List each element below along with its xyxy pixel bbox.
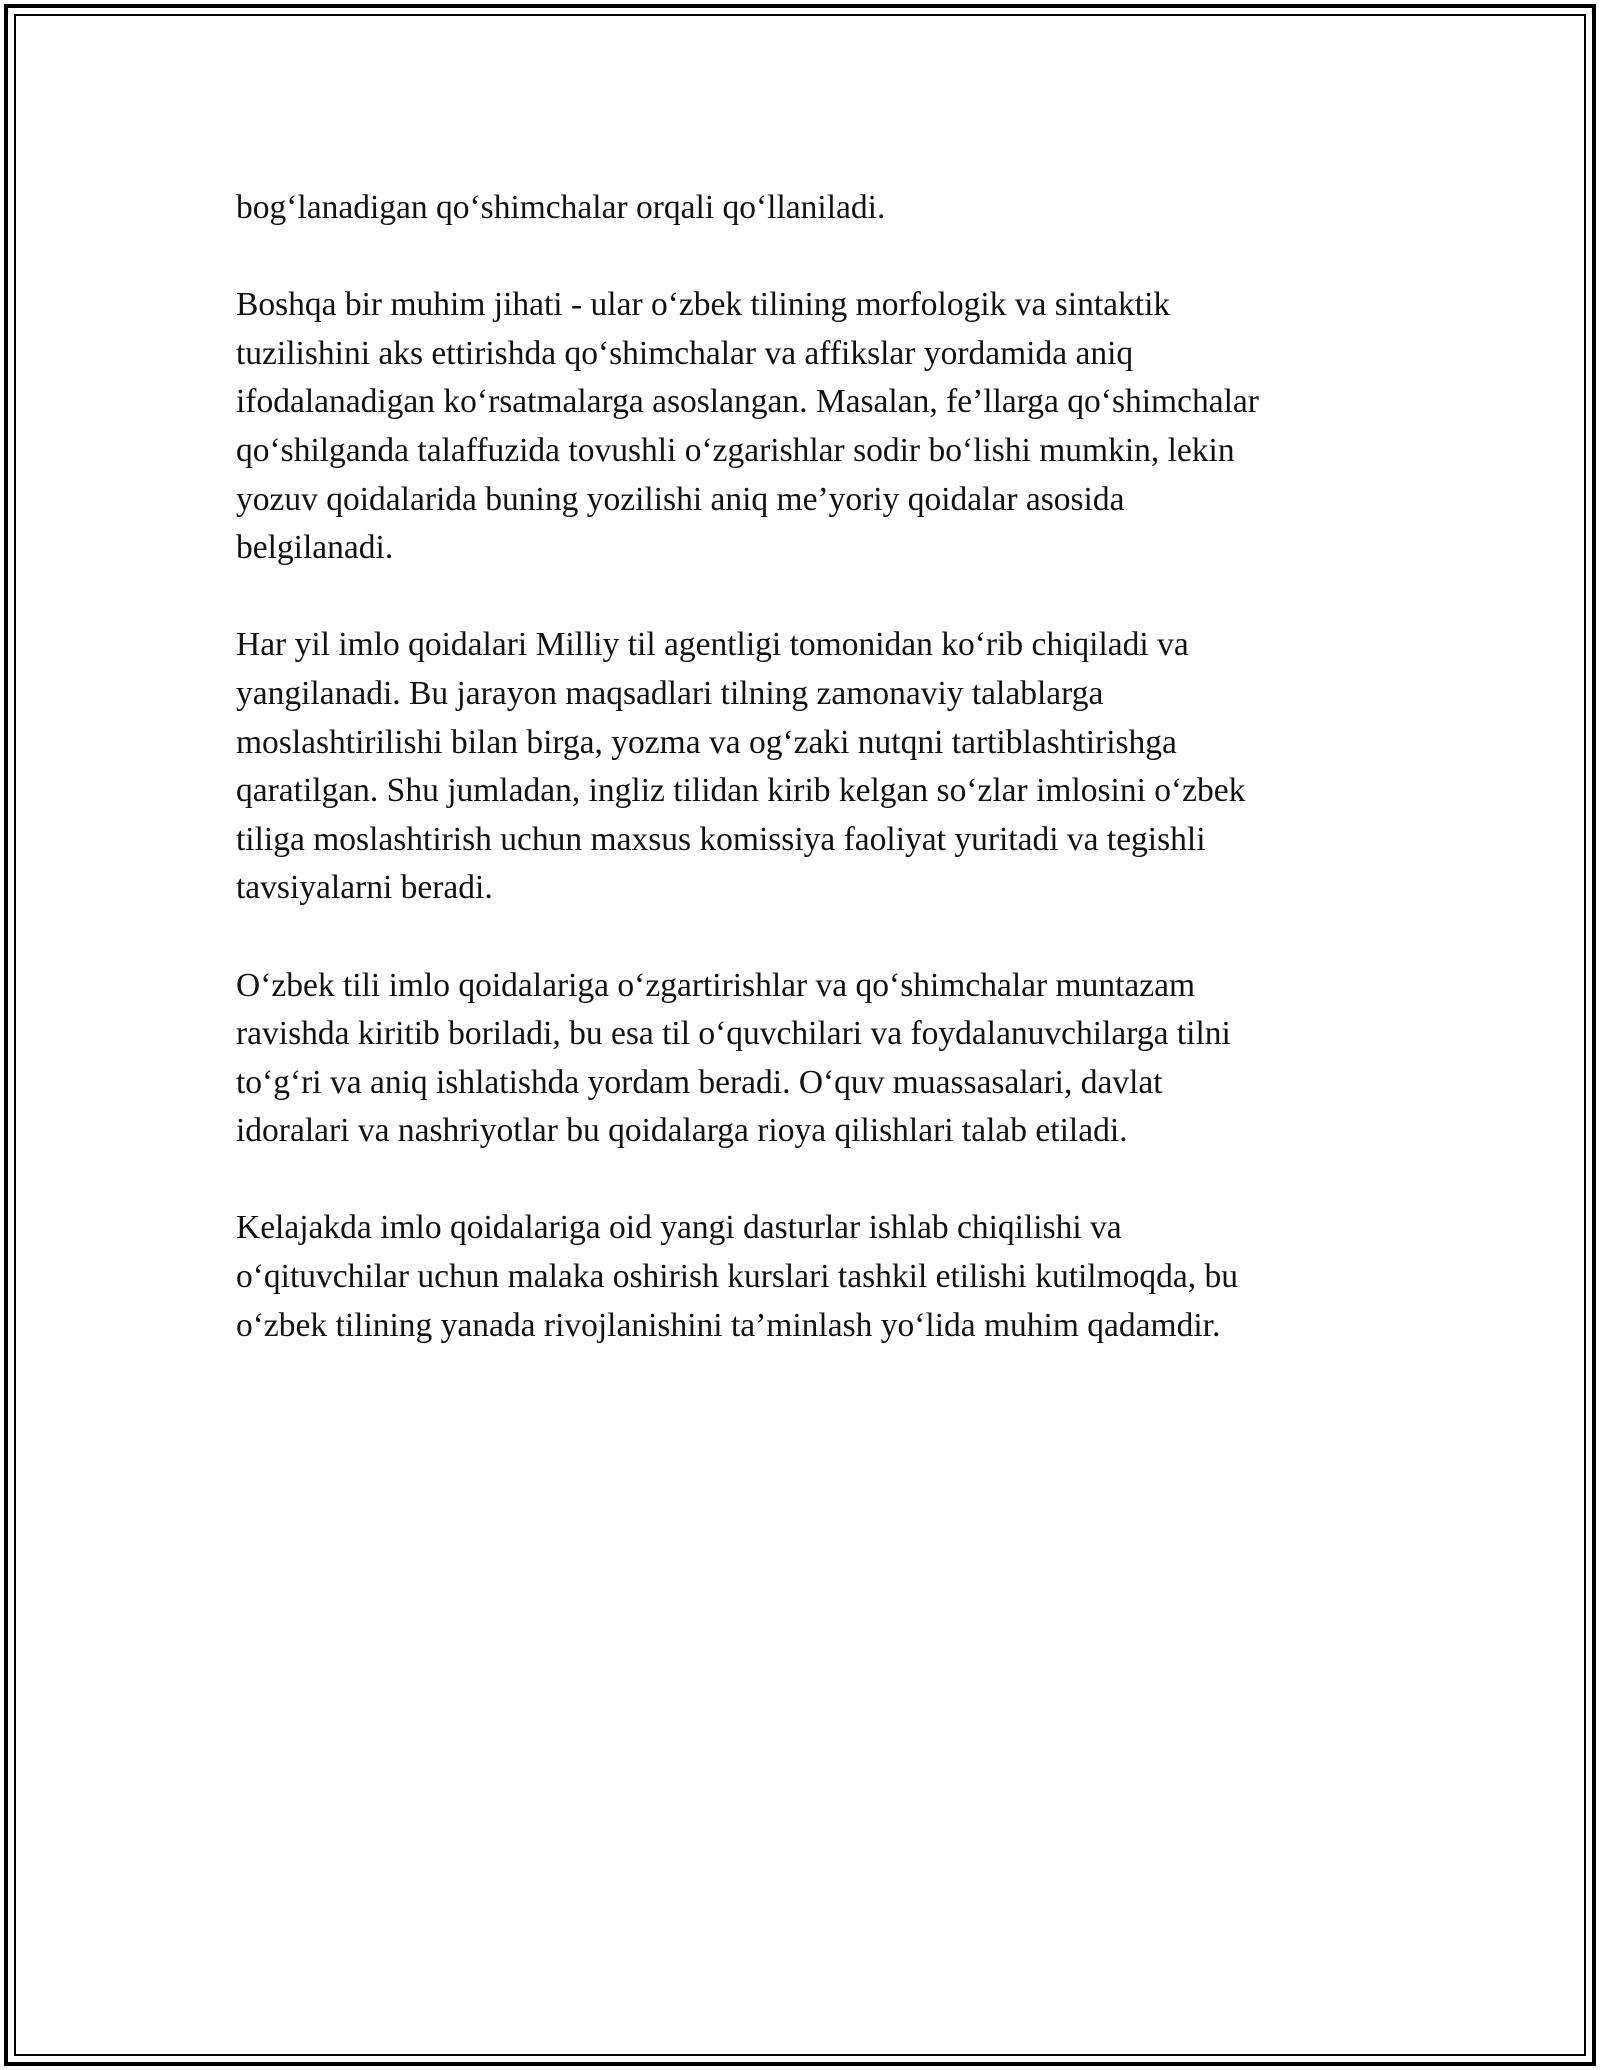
paragraph-3: Har yil imlo qoidalari Milliy til agentligi tomonidan ko‘rib chiqiladi va yangilanadi. Bu jarayon maqsadlari tilning zamonaviy talablarga moslashtirilishi bilan birga, yozma va og‘zaki nutqni tartiblashtirishga qaratilgan. Shu jumladan, ingliz tilidan kirib kelgan so‘zlar imlosini o‘zbek tiliga moslashtirish uchun maxsus komissiya faoliyat yuritadi va tegishli tavsiyalarni beradi. (236, 626, 1246, 907)
paragraph-2: Boshqa bir muhim jihati - ular o‘zbek tilining morfologik va sintaktik tuzilishini aks ettirishda qo‘shimchalar va affikslar yordamida aniq ifodalanadigan ko‘rsatmalarga asoslangan. Masalan, fe’llarga qo‘shimchalar qo‘shilganda talaffuzida tovushli o‘zgarishlar sodir bo‘lishi mumkin, lekin yozuv qoidalarida buning yozilishi aniq me’yoriy qoidalar asosida belgilanadi. (236, 286, 1259, 567)
paragraph-1: bog‘lanadigan qo‘shimchalar orqali qo‘llaniladi. (236, 189, 886, 226)
paragraph-5: Kelajakda imlo qoidalariga oid yangi dasturlar ishlab chiqilishi va o‘qituvchilar uchun malaka oshirish kurslari tashkil etilishi kutilmoqda, bu o‘zbek tilining yanada rivojlanishini ta’minlash yo‘lida muhim qadamdir. (236, 1209, 1239, 1344)
paragraph-4: O‘zbek tili imlo qoidalariga o‘zgartirishlar va qo‘shimchalar muntazam ravishda kiritib boriladi, bu esa til o‘quvchilari va foydalanuvchilarga tilni to‘g‘ri va aniq ishlatishda yordam beradi. O‘quv muassasalari, davlat idoralari va nashriyotlar bu qoidalarga rioya qilishlari talab etiladi. (236, 966, 1231, 1150)
document-body (236, 184, 1376, 1399)
